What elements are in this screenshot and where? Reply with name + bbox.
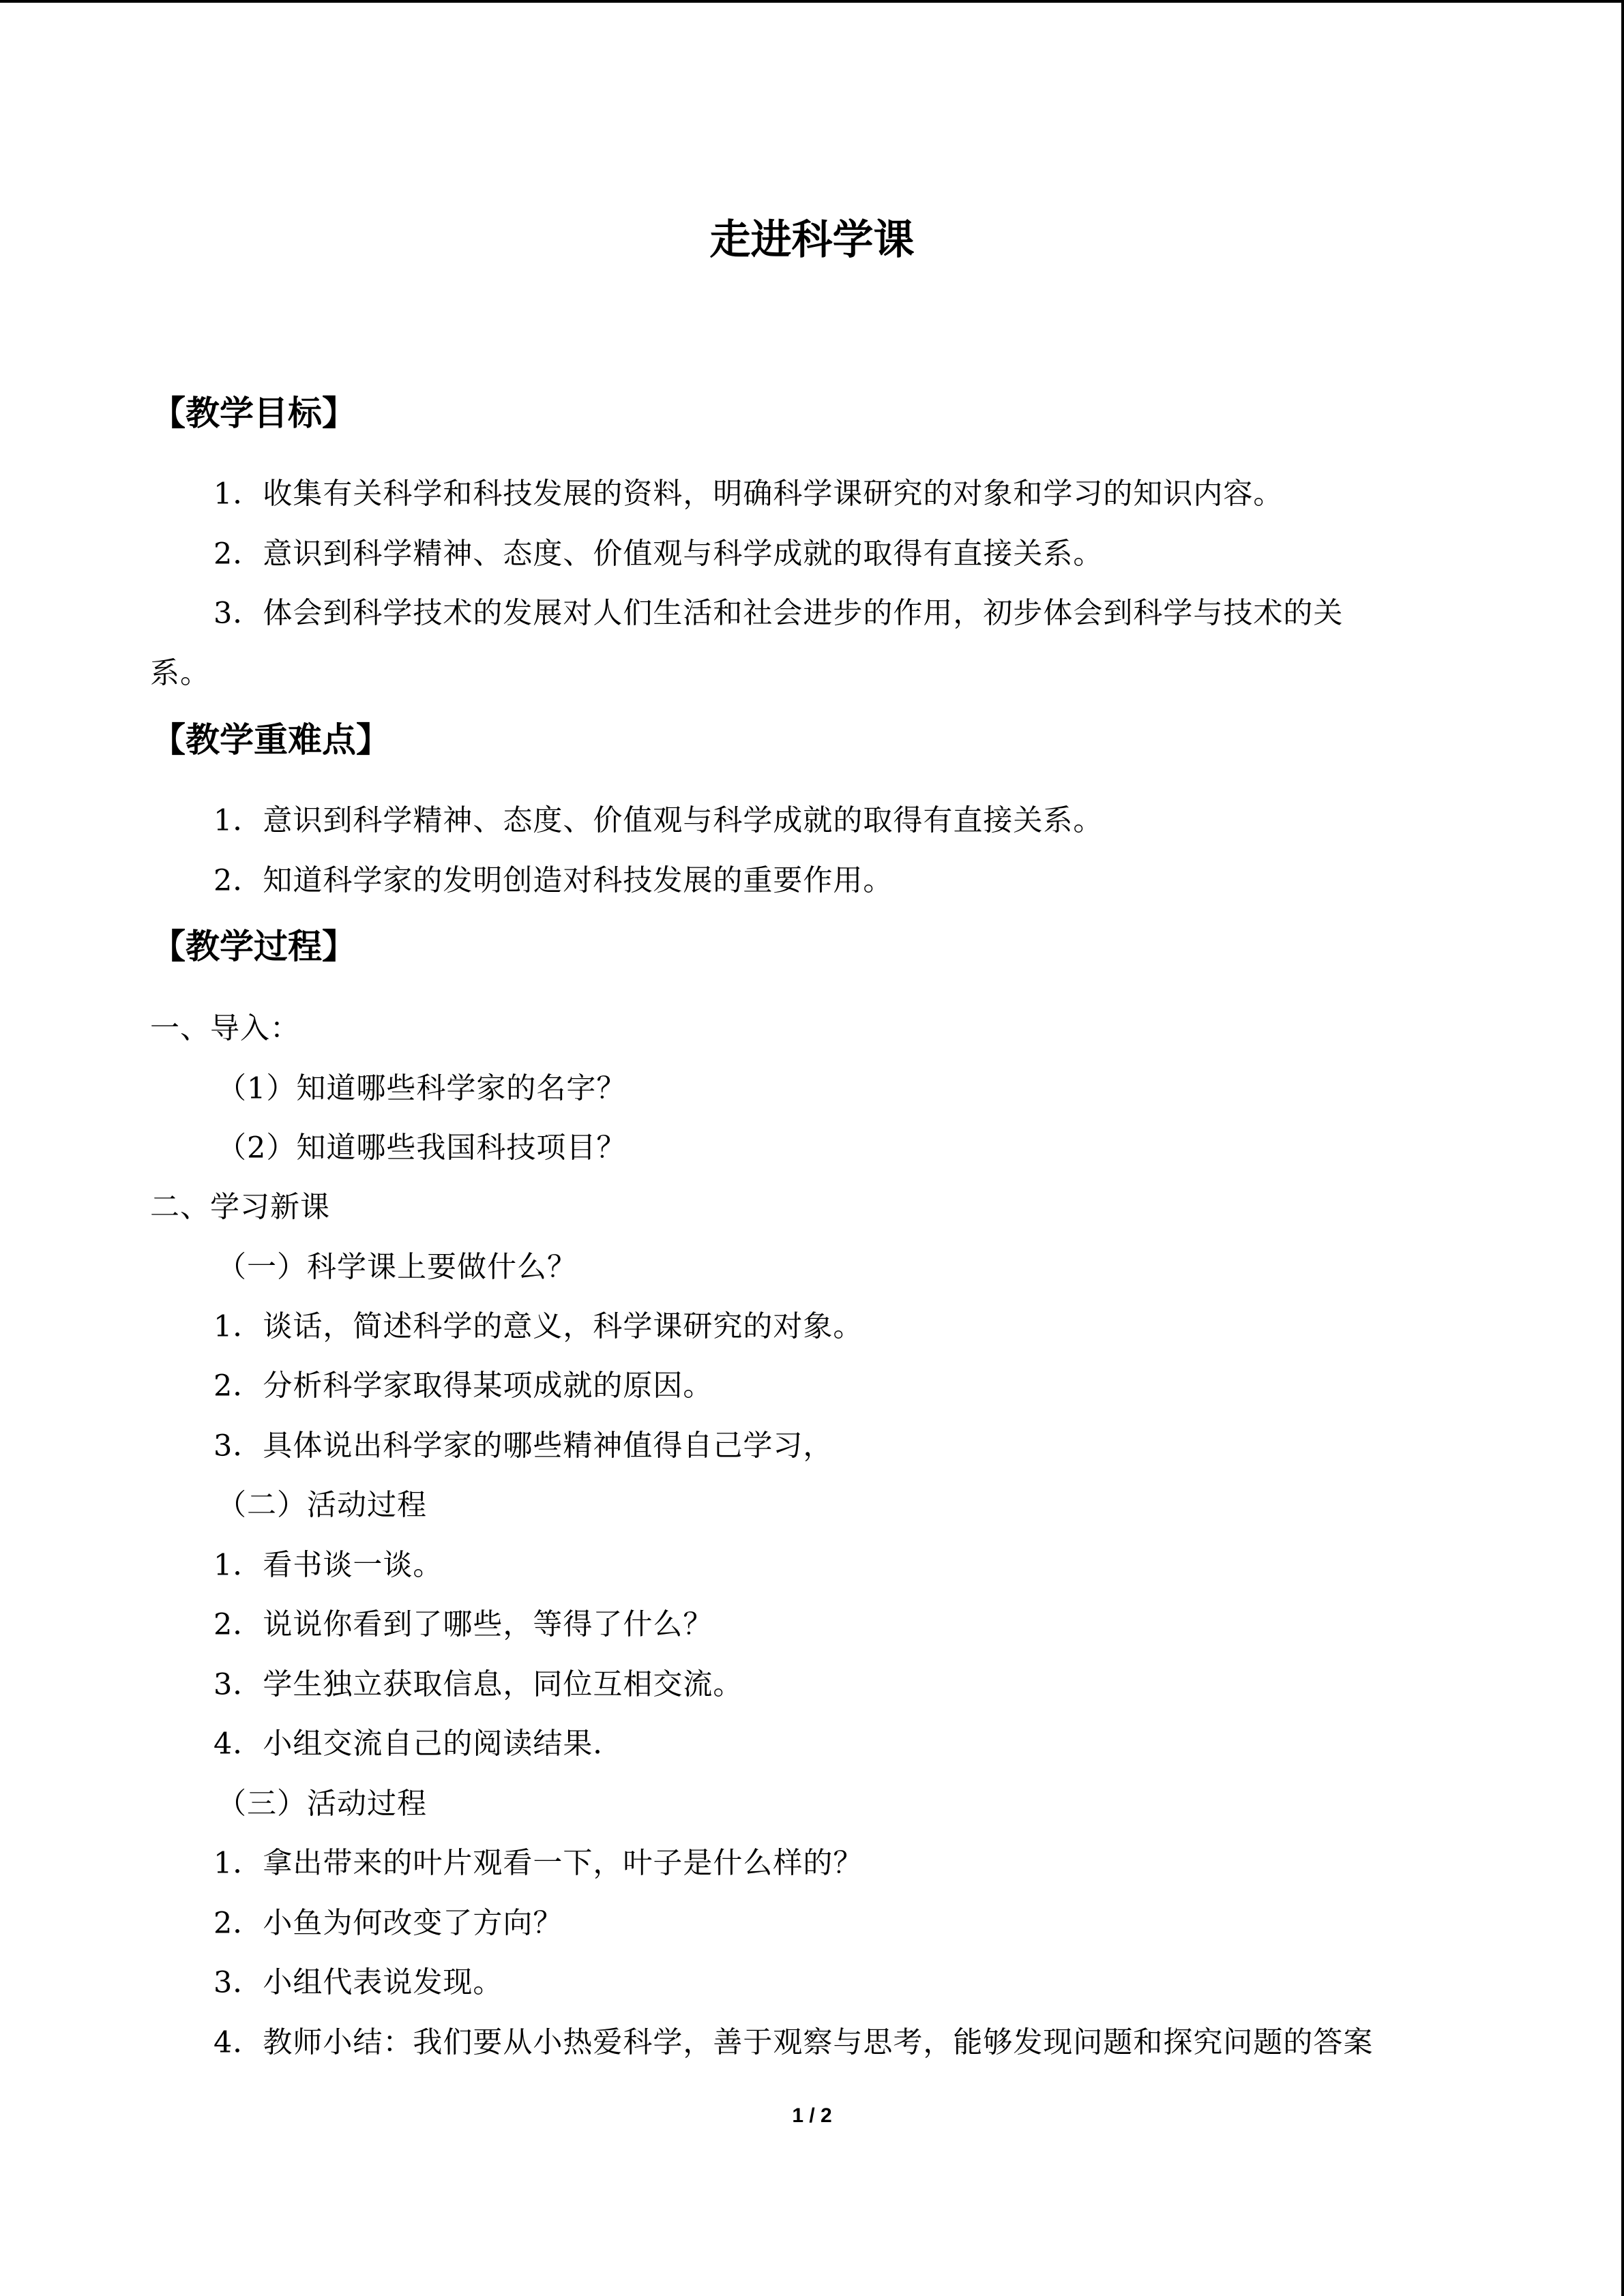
step-item: 1．拿出带来的叶片观看一下，叶子是什么样的？ — [213, 1846, 863, 1881]
objective-item-continuation: 系。 — [150, 656, 210, 691]
process-intro-item: （2）知道哪些我国科技项目？ — [217, 1131, 627, 1165]
process-new-lesson-label: 二、学习新课 — [150, 1190, 330, 1225]
page-border-right — [1621, 0, 1624, 2296]
key-point-item: 2．知道科学家的发明创造对科技发展的重要作用。 — [213, 863, 894, 898]
process-intro-label: 一、导入： — [150, 1011, 300, 1046]
step-item: 3．小组代表说发现。 — [213, 1965, 503, 2000]
section-heading-key-points: 【教学重难点】 — [151, 720, 390, 760]
section-heading-process: 【教学过程】 — [151, 927, 356, 966]
document-title: 走进科学课 — [709, 216, 915, 264]
key-point-item: 1．意识到科学精神、态度、价值观与科学成就的取得有直接关系。 — [213, 803, 1104, 838]
page-indicator: 1 / 2 — [792, 2104, 832, 2127]
subsection-label: （三）活动过程 — [217, 1787, 427, 1821]
step-item: 1．看书谈一谈。 — [213, 1548, 443, 1583]
step-item: 2．分析科学家取得某项成就的原因。 — [213, 1369, 713, 1403]
objective-item: 2．意识到科学精神、态度、价值观与科学成就的取得有直接关系。 — [213, 537, 1104, 571]
page-border-top — [0, 0, 1624, 3]
objective-item: 1．收集有关科学和科技发展的资料，明确科学课研究的对象和学习的知识内容。 — [213, 477, 1284, 511]
process-intro-item: （1）知道哪些科学家的名字？ — [217, 1071, 627, 1106]
step-item: 3．具体说出科学家的哪些精神值得自己学习， — [213, 1429, 833, 1463]
subsection-label: （二）活动过程 — [217, 1488, 427, 1523]
step-item: 4．教师小结：我们要从小热爱科学，善于观察与思考，能够发现问题和探究问题的答案 — [213, 2025, 1374, 2060]
subsection-label: （一）科学课上要做什么？ — [217, 1250, 577, 1285]
step-item: 2．说说你看到了哪些，等得了什么？ — [213, 1607, 713, 1642]
step-item: 1．谈话，简述科学的意义，科学课研究的对象。 — [213, 1309, 863, 1344]
objective-item: 3．体会到科学技术的发展对人们生活和社会进步的作用，初步体会到科学与技术的关 — [213, 596, 1344, 631]
step-item: 3．学生独立获取信息，同位互相交流。 — [213, 1667, 743, 1702]
section-heading-objectives: 【教学目标】 — [151, 393, 356, 433]
step-item: 4．小组交流自己的阅读结果． — [213, 1727, 623, 1761]
step-item: 2．小鱼为何改变了方向？ — [213, 1906, 563, 1941]
